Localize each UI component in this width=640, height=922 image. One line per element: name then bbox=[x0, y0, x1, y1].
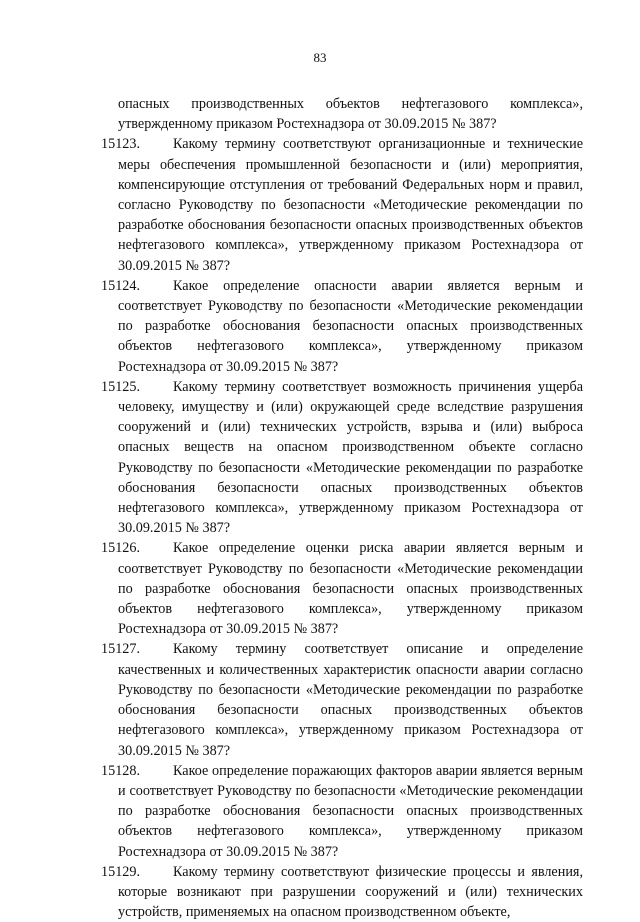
question-item bbox=[101, 377, 583, 539]
question-number: 15126. bbox=[101, 540, 141, 557]
question-item bbox=[101, 538, 583, 639]
question-text: Какому термину соответствуют организационные и технические меры обеспечения промышленной безопасности и (или) мероприятия, компенсирующие отступления от требований Федеральных норм и правил, согласно Руководству по безопасности «Методические рекомендации по разработке обоснования безопасности опасных производственных объектов нефтегазового комплекса», утвержденному приказом Ростехнадзора от 30.09.2015 № 387? bbox=[118, 136, 583, 274]
question-item bbox=[101, 761, 583, 862]
question-text: Какое определение поражающих факторов аварии является верным и соответствует Руководству по безопасности «Методические рекомендации по разработке обоснования безопасности опасных производственных объектов нефтегазового комплекса», утвержденному приказом Ростехнадзора от 30.09.2015 № 387? bbox=[118, 762, 583, 860]
question-text: Какому термину соответствует возможность причинения ущерба человеку, имуществу и (или) окружающей среде вследствие разрушения сооружений и (или) технических устройств, взрыва и (или) выброса опасных веществ на опасном производственном объекте согласно Руководству по безопасности «Методические рекомендации по разработке обоснования безопасности опасных производственных объектов нефтегазового комплекса», утвержденному приказом Ростехнадзора от 30.09.2015 № 387? bbox=[118, 378, 583, 537]
question-text: Какое определение опасности аварии является верным и соответствует Руководству по безопасности «Методические рекомендации по разработке обоснования безопасности опасных производственных объектов нефтегазового комплекса», утвержденному приказом Ростехнадзора от 30.09.2015 № 387? bbox=[118, 277, 583, 375]
continued-question-text: опасных производственных объектов нефтегазового комплекса», утвержденному приказом Ростехнадзора от 30.09.2015 № 387? bbox=[118, 96, 583, 133]
question-item bbox=[101, 276, 583, 377]
page-content bbox=[101, 94, 583, 922]
question-number: 15125. bbox=[101, 378, 141, 395]
question-text: Какое определение оценки риска аварии является верным и соответствует Руководству по безопасности «Методические рекомендации по разработке обоснования безопасности опасных производственных объектов нефтегазового комплекса», утвержденному приказом Ростехнадзора от 30.09.2015 № 387? bbox=[118, 540, 583, 638]
question-item bbox=[101, 639, 583, 760]
question-text: Какому термину соответствует описание и определение качественных и количественных характеристик опасности аварии согласно Руководству по безопасности «Методические рекомендации по разработке обоснования безопасности опасных производственных объектов нефтегазового комплекса», утвержденному приказом Ростехнадзора от 30.09.2015 № 387? bbox=[118, 641, 583, 759]
question-number: 15123. bbox=[101, 136, 141, 153]
question-number: 15124. bbox=[101, 277, 141, 294]
question-number: 15127. bbox=[101, 641, 141, 658]
question-item bbox=[101, 862, 583, 922]
question-item bbox=[101, 134, 583, 275]
question-number: 15129. bbox=[101, 863, 141, 880]
page-number: 83 bbox=[313, 50, 327, 65]
question-number: 15128. bbox=[101, 762, 141, 779]
question-text: Какому термину соответствуют физические процессы и явления, которые возникают при разрушении сооружений и (или) технических устройств, применяемых на опасном производственном объекте, bbox=[118, 863, 583, 921]
